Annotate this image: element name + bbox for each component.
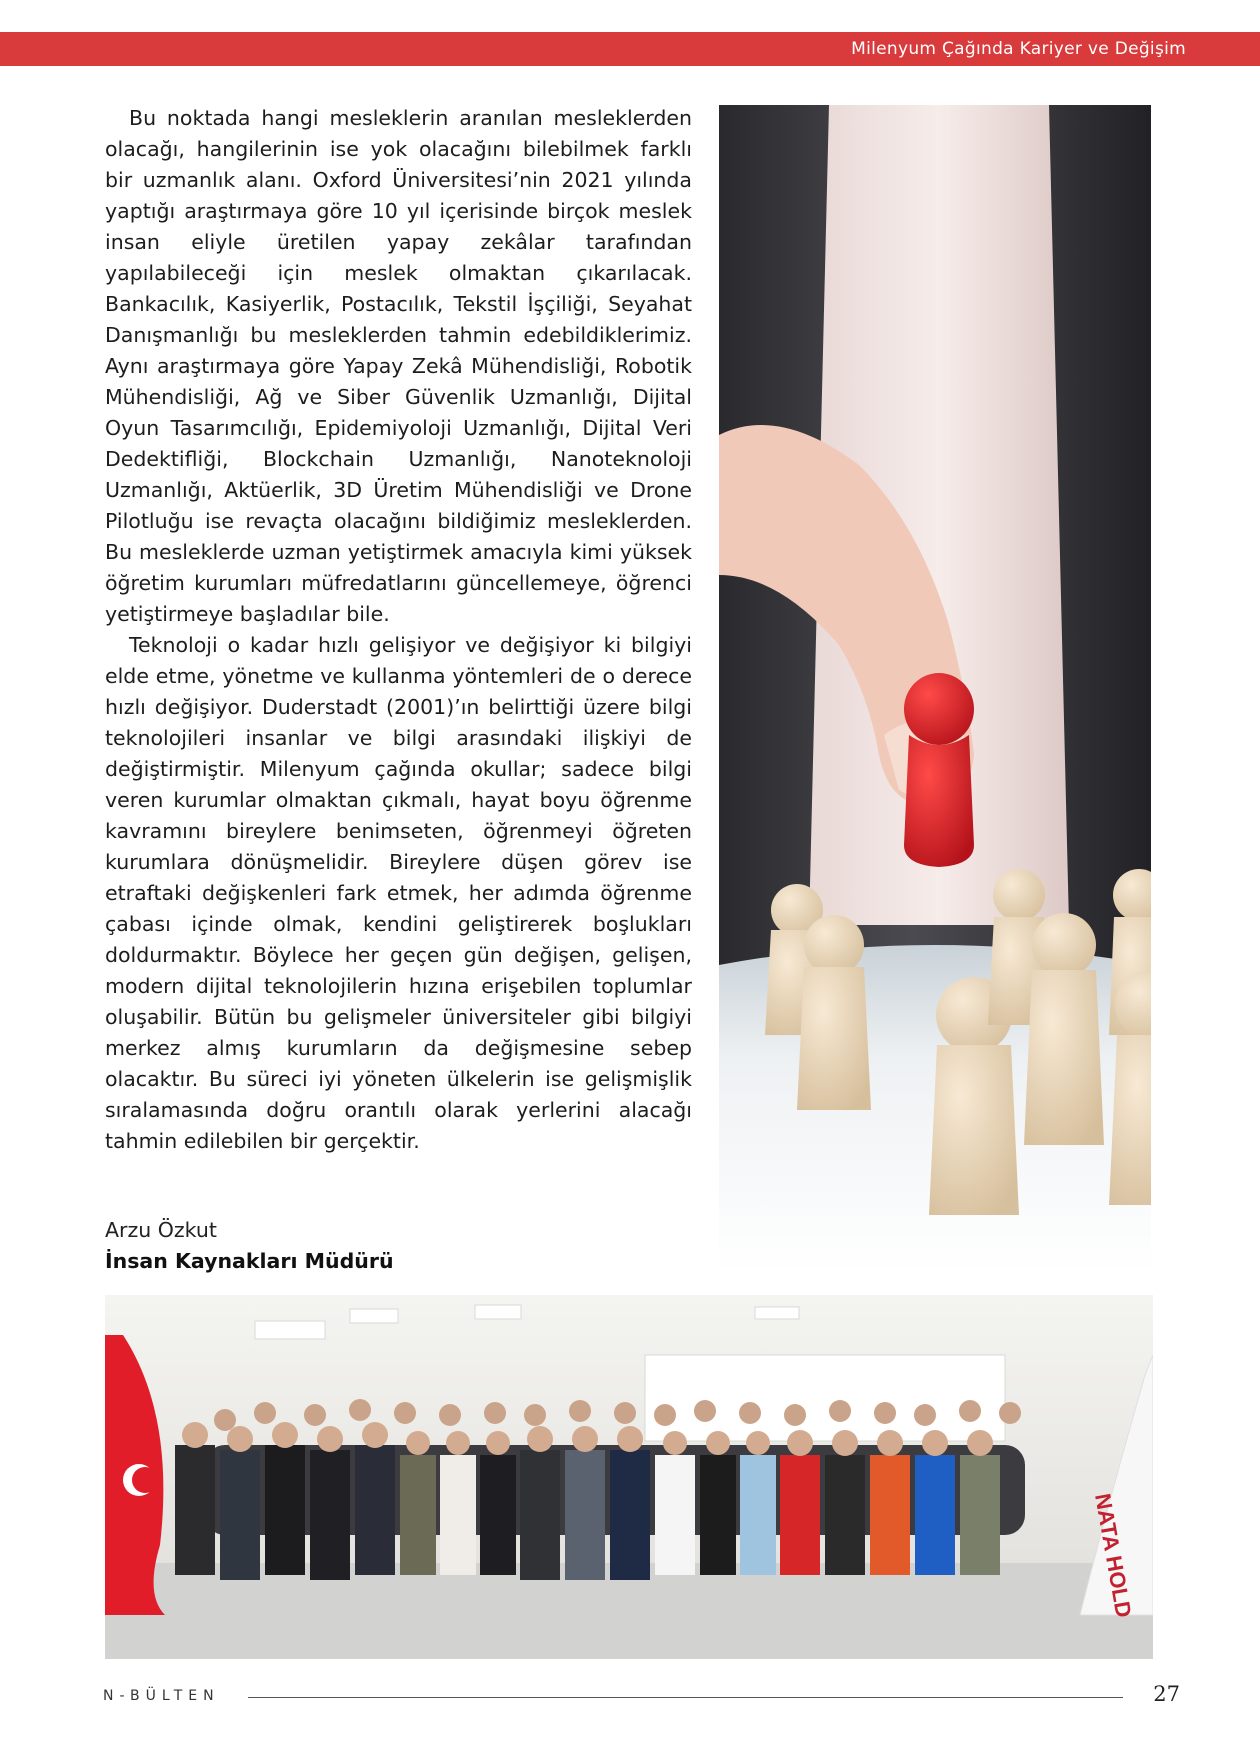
- running-header-title: Milenyum Çağında Kariyer ve Değişim: [851, 39, 1186, 59]
- page-number: 27: [1153, 1682, 1180, 1706]
- hand-red-pawn-illustration: [719, 105, 1151, 1273]
- flag-banner-text: NATA HOLD: [1090, 1491, 1137, 1620]
- hand-red-pawn-photo: [719, 105, 1151, 1273]
- author-name: Arzu Özkut: [105, 1218, 217, 1242]
- footer-rule: [248, 1697, 1123, 1698]
- footer-publication-label: N-BÜLTEN: [103, 1688, 220, 1704]
- group-photo-illustration: [105, 1295, 1153, 1659]
- author-role: İnsan Kaynakları Müdürü: [105, 1249, 394, 1273]
- header-bar: [0, 32, 1260, 66]
- article-body: [105, 103, 692, 1157]
- signature: [105, 1215, 394, 1277]
- article-paragraph-1: Bu noktada hangi mesleklerin aranılan mesleklerden olacağı, hangilerinin ise yok olacağını bilebilmek farklı bir uzmanlık alanı. Oxford Üniversitesi’nin 2021 yılında yaptığı araştırmaya göre 10 yıl içerisinde birçok meslek insan eliyle üretilen yapay zekâlar tarafından yapılabileceği için meslek olmaktan çıkarılacak. Bankacılık, Kasiyerlik, Postacılık, Tekstil İşçiliği, Seyahat Danışmanlığı bu mesleklerden tahmin edebildiklerimiz. Aynı araştırmaya göre Yapay Zekâ Mühendisliği, Robotik Mühendisliği, Ağ ve Siber Güvenlik Uzmanlığı, Dijital Oyun Tasarımcılığı, Epidemiyoloji Uzmanlığı, Dijital Veri Dedektifliği, Blockchain Uzmanlığı, Nanoteknoloji Uzmanlığı, Aktüerlik, 3D Üretim Mühendisliği ve Drone Pilotluğu ise revaçta olacağını bildiğimiz mesleklerden. Bu mesleklerde uzman yetiştirmek amacıyla kimi yüksek öğretim kurumları müfredatlarını güncellemeye, öğrenci yetiştirmeye başladılar bile.: [105, 106, 692, 626]
- group-photo: [105, 1295, 1153, 1659]
- article-paragraph-2: Teknoloji o kadar hızlı gelişiyor ve değişiyor ki bilgiyi elde etme, yönetme ve kullanma yöntemleri de o derece hızlı değişiyor. Duderstadt (2001)’ın belirttiği üzere bilgi teknolojileri insanlar ve bilgi arasındaki ilişkiyi de değiştirmiştir. Milenyum çağında okullar; sadece bilgi veren kurumlar olmaktan çıkmalı, hayat boyu öğrenme kavramını bireylere benimseten, öğrenmeyi öğreten kurumlara dönüşmelidir. Bireylere düşen görev ise etraftaki değişkenleri fark etmek, her adımda öğrenme çabası içinde olmak, kendini geliştirerek boşlukları doldurmaktır. Böylece her geçen gün değişen, gelişen, modern dijital teknolojilerin hızına erişebilen toplumlar oluşabilir. Bütün bu gelişmeler üniversiteler gibi bilgiyi merkez almış kurumların da değişmesine sebep olacaktır. Bu süreci iyi yöneten ülkelerin ise gelişmişlik sıralamasında doğru orantılı olarak yerlerini alacağı tahmin edilebilen bir gerçektir.: [105, 633, 692, 1153]
